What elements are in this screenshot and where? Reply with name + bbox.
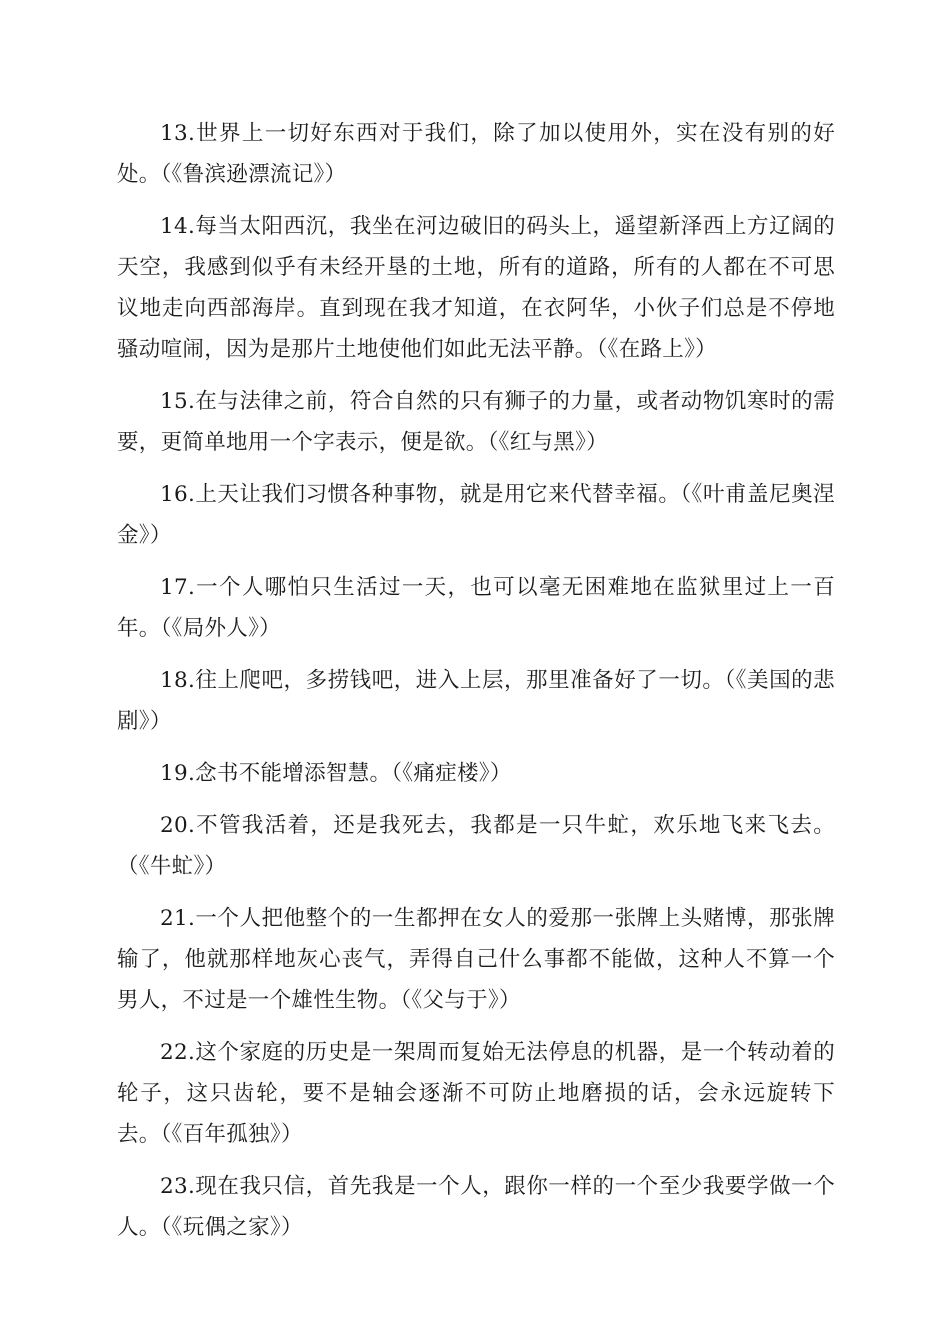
quote-20: 20.不管我活着，还是我死去，我都是一只牛虻，欢乐地飞来飞去。（《牛虻》） — [117, 813, 835, 879]
quote-15: 15.在与法律之前，符合自然的只有狮子的力量，或者动物饥寒时的需要，更简单地用一个字表示，便是欲。（《红与黑》） — [117, 389, 835, 455]
quote-21: 21.一个人把他整个的一生都押在女人的爱那一张牌上头赌博，那张牌输了，他就那样地灰心丧气，弄得自己什么事都不能做，这种人不算一个男人，不过是一个雄性生物。（《父与于》） — [117, 906, 835, 1013]
quote-14: 14.每当太阳西沉，我坐在河边破旧的码头上，遥望新泽西上方辽阔的天空，我感到似乎有未经开垦的土地，所有的道路，所有的人都在不可思议地走向西部海岸。直到现在我才知道，在衣阿华，小伙子们总是不停地骚动喧闹，因为是那片土地使他们如此无法平静。（《在路上》） — [117, 214, 835, 362]
quote-17: 17.一个人哪怕只生活过一天，也可以毫无困难地在监狱里过上一百年。（《局外人》） — [117, 575, 835, 641]
quote-16: 16.上天让我们习惯各种事物，就是用它来代替幸福。（《叶甫盖尼奥涅金》） — [117, 482, 835, 548]
quote-18: 18.往上爬吧，多捞钱吧，进入上层，那里准备好了一切。（《美国的悲剧》） — [117, 668, 835, 734]
quote-13: 13.世界上一切好东西对于我们，除了加以使用外，实在没有别的好处。（《鲁滨逊漂流记》） — [117, 121, 835, 187]
quote-22: 22.这个家庭的历史是一架周而复始无法停息的机器，是一个转动着的轮子，这只齿轮，要不是轴会逐渐不可防止地磨损的话，会永远旋转下去。（《百年孤独》） — [117, 1040, 835, 1147]
quote-19: 19.念书不能增添智慧。（《痛症楼》） — [160, 761, 512, 786]
document-page — [117, 113, 835, 1259]
quote-23: 23.现在我只信，首先我是一个人，跟你一样的一个至少我要学做一个人。（《玩偶之家》） — [117, 1174, 835, 1240]
